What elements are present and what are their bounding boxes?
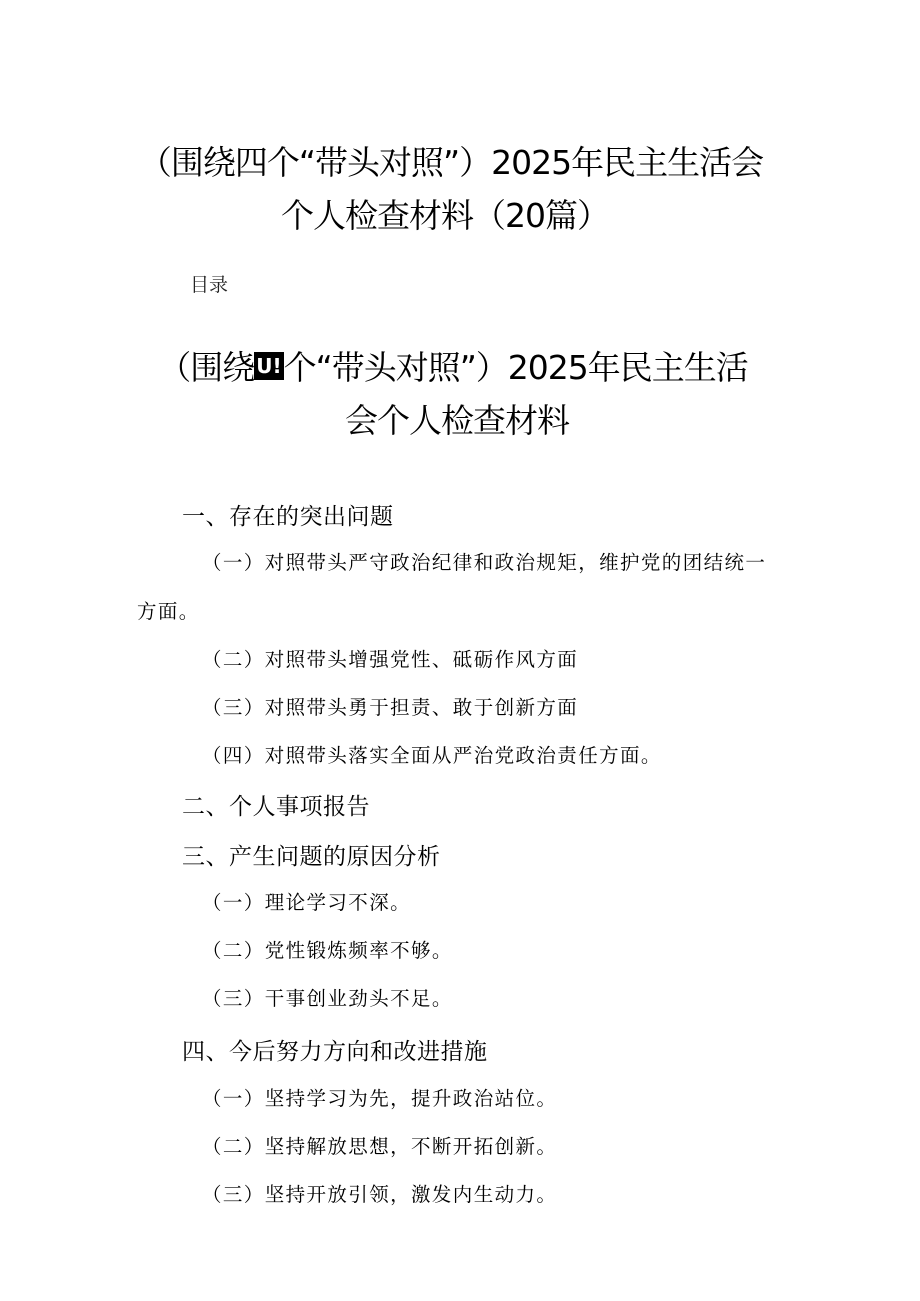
- toc-label: 目录: [190, 274, 229, 296]
- section-1-item-4: （四）对照带头落实全面从严治党政治责任方面。: [202, 744, 662, 767]
- main-title-line-1: （围绕四个“带头对照”）2025年民主生活会: [138, 143, 764, 182]
- section-1-item-1-continued: 方面。: [137, 600, 200, 623]
- section-4-item-3: （三）坚持开放引领，激发内生动力。: [202, 1183, 558, 1206]
- section-heading-3: 三、产生问题的原因分析: [182, 844, 441, 870]
- article-title-line-1: [0, 342, 920, 389]
- article-title-line-2: 会个人检查材料: [345, 401, 569, 440]
- section-heading-1: 一、存在的突出问题: [182, 504, 394, 530]
- main-title-line-2: 个人检查材料（20篇）: [281, 196, 609, 235]
- section-1-item-1: （一）对照带头严守政治纪律和政治规矩，维护党的团结统一: [202, 551, 767, 574]
- article-title-part-1: （围绕: [158, 348, 255, 387]
- section-heading-4: 四、今后努力方向和改进措施: [182, 1039, 488, 1065]
- section-1-item-3: （三）对照带头勇于担责、敢于创新方面: [202, 696, 579, 719]
- article-title-part-2: 个“带头对照”）2025年民主生活: [283, 348, 748, 387]
- section-heading-2: 二、个人事项报告: [182, 794, 370, 820]
- section-1-item-2: （二）对照带头增强党性、砥砺作风方面: [202, 648, 579, 671]
- article-title-badge: U!: [256, 354, 282, 378]
- section-4-item-1: （一）坚持学习为先，提升政治站位。: [202, 1087, 558, 1110]
- section-3-item-1: （一）理论学习不深。: [202, 891, 412, 914]
- section-3-item-2: （二）党性锻炼频率不够。: [202, 939, 453, 962]
- section-4-item-2: （二）坚持解放思想，不断开拓创新。: [202, 1135, 558, 1158]
- section-3-item-3: （三）干事创业劲头不足。: [202, 987, 453, 1010]
